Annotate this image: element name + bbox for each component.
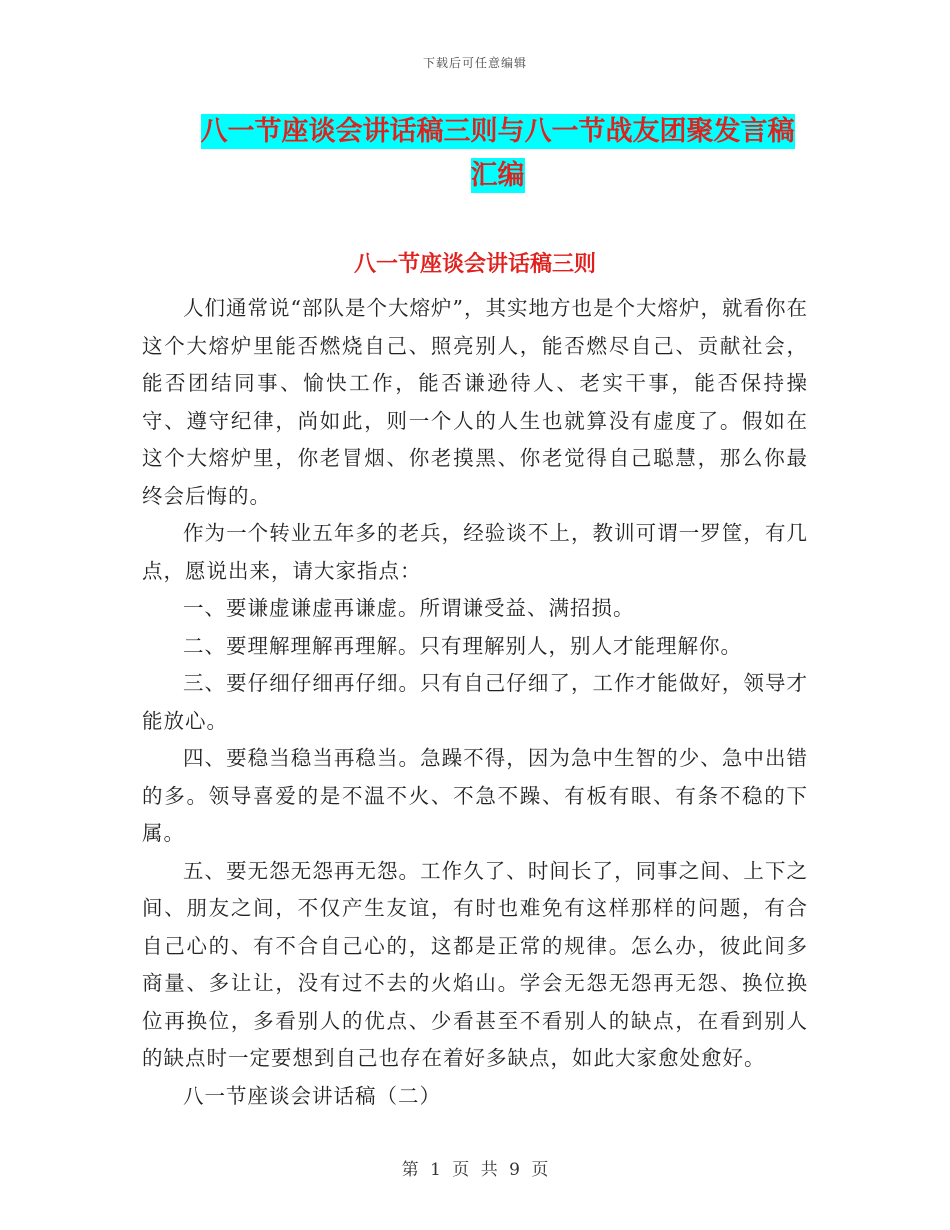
subsection-heading: 八一节座谈会讲话稿（二） xyxy=(183,1083,441,1108)
section-title: 八一节座谈会讲话稿三则 xyxy=(353,252,596,277)
document-title xyxy=(190,110,805,198)
paragraph: 作为一个转业五年多的老兵，经验谈不上，教训可谓一罗筐，有几点，愿说出来，请大家指点： xyxy=(142,521,808,583)
paragraph: 人们通常说“部队是个大熔炉”，其实地方也是个大熔炉，就看你在这个大熔炉里能否燃烧自己、照亮别人，能否燃尽自己、贡献社会，能否团结同事、愉快工作，能否谦逊待人、老实干事，能否保持操守、遵守纪律，尚如此，则一个人的人生也就算没有虚度了。假如在这个大熔炉里，你老冒烟、你老摸黑、你老觉得自己聪慧，那么你最终会后悔的。 xyxy=(142,296,808,508)
document-title-text: 八一节座谈会讲话稿三则与八一节战友团聚发言稿汇编 xyxy=(200,116,795,191)
list-item: 五、要无怨无怨再无怨。工作久了、时间长了，同事之间、上下之间、朋友之间，不仅产生友谊，有时也难免有这样那样的问题，有合自己心的、有不合自己心的，这都是正常的规律。怎么办，彼此间多商量、多让让，没有过不去的火焰山。学会无怨无怨再无怨、换位换位再换位，多看别人的优点、少看甚至不看别人的缺点，在看到别人的缺点时一定要想到自己也存在着好多缺点，如此大家愈处愈好。 xyxy=(142,858,808,1070)
list-item: 三、要仔细仔细再仔细。只有自己仔细了，工作才能做好，领导才能放心。 xyxy=(142,671,808,733)
list-item: 二、要理解理解再理解。只有理解别人，别人才能理解你。 xyxy=(183,633,742,658)
list-item: 四、要稳当稳当再稳当。急躁不得，因为急中生智的少、急中出错的多。领导喜爱的是不温不火、不急不躁、有板有眼、有条不稳的下属。 xyxy=(142,746,808,845)
header-note: 下载后可任意编辑 xyxy=(422,56,527,70)
list-item: 一、要谦虚谦虚再谦虚。所谓谦受益、满招损。 xyxy=(183,596,635,620)
page-footer: 第 1 页 共 9 页 xyxy=(401,1160,549,1180)
document-body xyxy=(142,290,808,1115)
